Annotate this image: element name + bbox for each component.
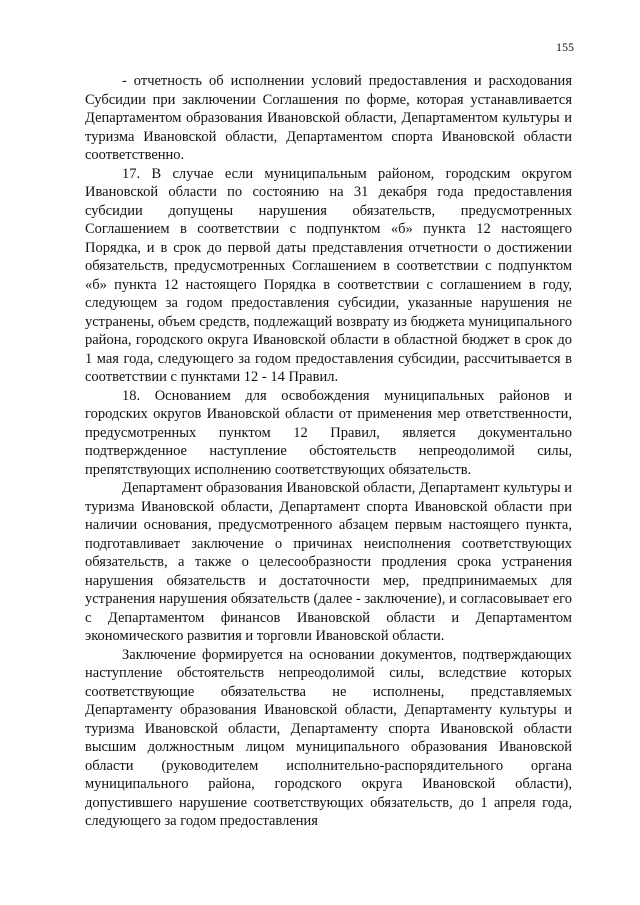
document-body bbox=[85, 72, 572, 831]
paragraph-conclusion: Заключение формируется на основании документов, подтверждающих наступление обстоятельств непреодолимой силы, вследствие которых соответствующие обязательства не исполнены, представляемых Департаменту образования Ивановской области, Департаменту культуры и туризма Ивановской области, Департаменту спорта Ивановской области высшим должностным лицом муниципального образования Ивановской области (руководителем исполнительно-распорядительного органа муниципального района, городского округа Ивановской области), допустившего нарушение соответствующих обязательств, до 1 апреля года, следующего за годом предоставления bbox=[85, 646, 572, 829]
page-number: 155 bbox=[556, 40, 574, 54]
paragraph-17: 17. В случае если муниципальным районом, городским округом Ивановской области по состоянию на 31 декабря года предоставления субсидии допущены нарушения обязательств, предусмотренных Соглашением в соответствии с подпунктом «б» пункта 12 настоящего Порядка, и в срок до первой даты представления отчетности о достижении обязательств, предусмотренных Соглашением в соответствии с подпунктом «б» пункта 12 настоящего Порядка в соответствии с соглашением в году, следующем за годом предоставления субсидии, указанные нарушения не устранены, объем средств, подлежащий возврату из бюджета муниципального района, городского округа Ивановской области в областной бюджет в срок до 1 мая года, следующего за годом предоставления субсидии, рассчитывается в соответствии с пунктами 12 - 14 Правил. bbox=[85, 165, 572, 385]
paragraph-reporting: - отчетность об исполнении условий предоставления и расходования Субсидии при заключении Соглашения по форме, которая устанавливается Департаментом образования Ивановской области, Департаментом культуры и туризма Ивановской области, Департаментом спорта Ивановской области соответственно. bbox=[85, 73, 572, 163]
paragraph-18: 18. Основанием для освобождения муниципальных районов и городских округов Ивановской области от применения мер ответственности, предусмотренных пунктом 12 Правил, является документально подтвержденное наступление обстоятельств непреодолимой силы, препятствующих исполнению соответствующих обязательств. bbox=[85, 387, 572, 478]
paragraph-departments: Департамент образования Ивановской области, Департамент культуры и туризма Ивановской области, Департамент спорта Ивановской области при наличии основания, предусмотренного абзацем первым настоящего пункта, подготавливает заключение о причинах неисполнения соответствующих обязательств, а также о целесообразности продления срока устранения нарушения обязательств и достаточности мер, предпринимаемых для устранения нарушения обязательств (далее - заключение), и согласовывает его с Департаментом финансов Ивановской области и Департаментом экономического развития и торговли Ивановской области. bbox=[85, 480, 572, 644]
